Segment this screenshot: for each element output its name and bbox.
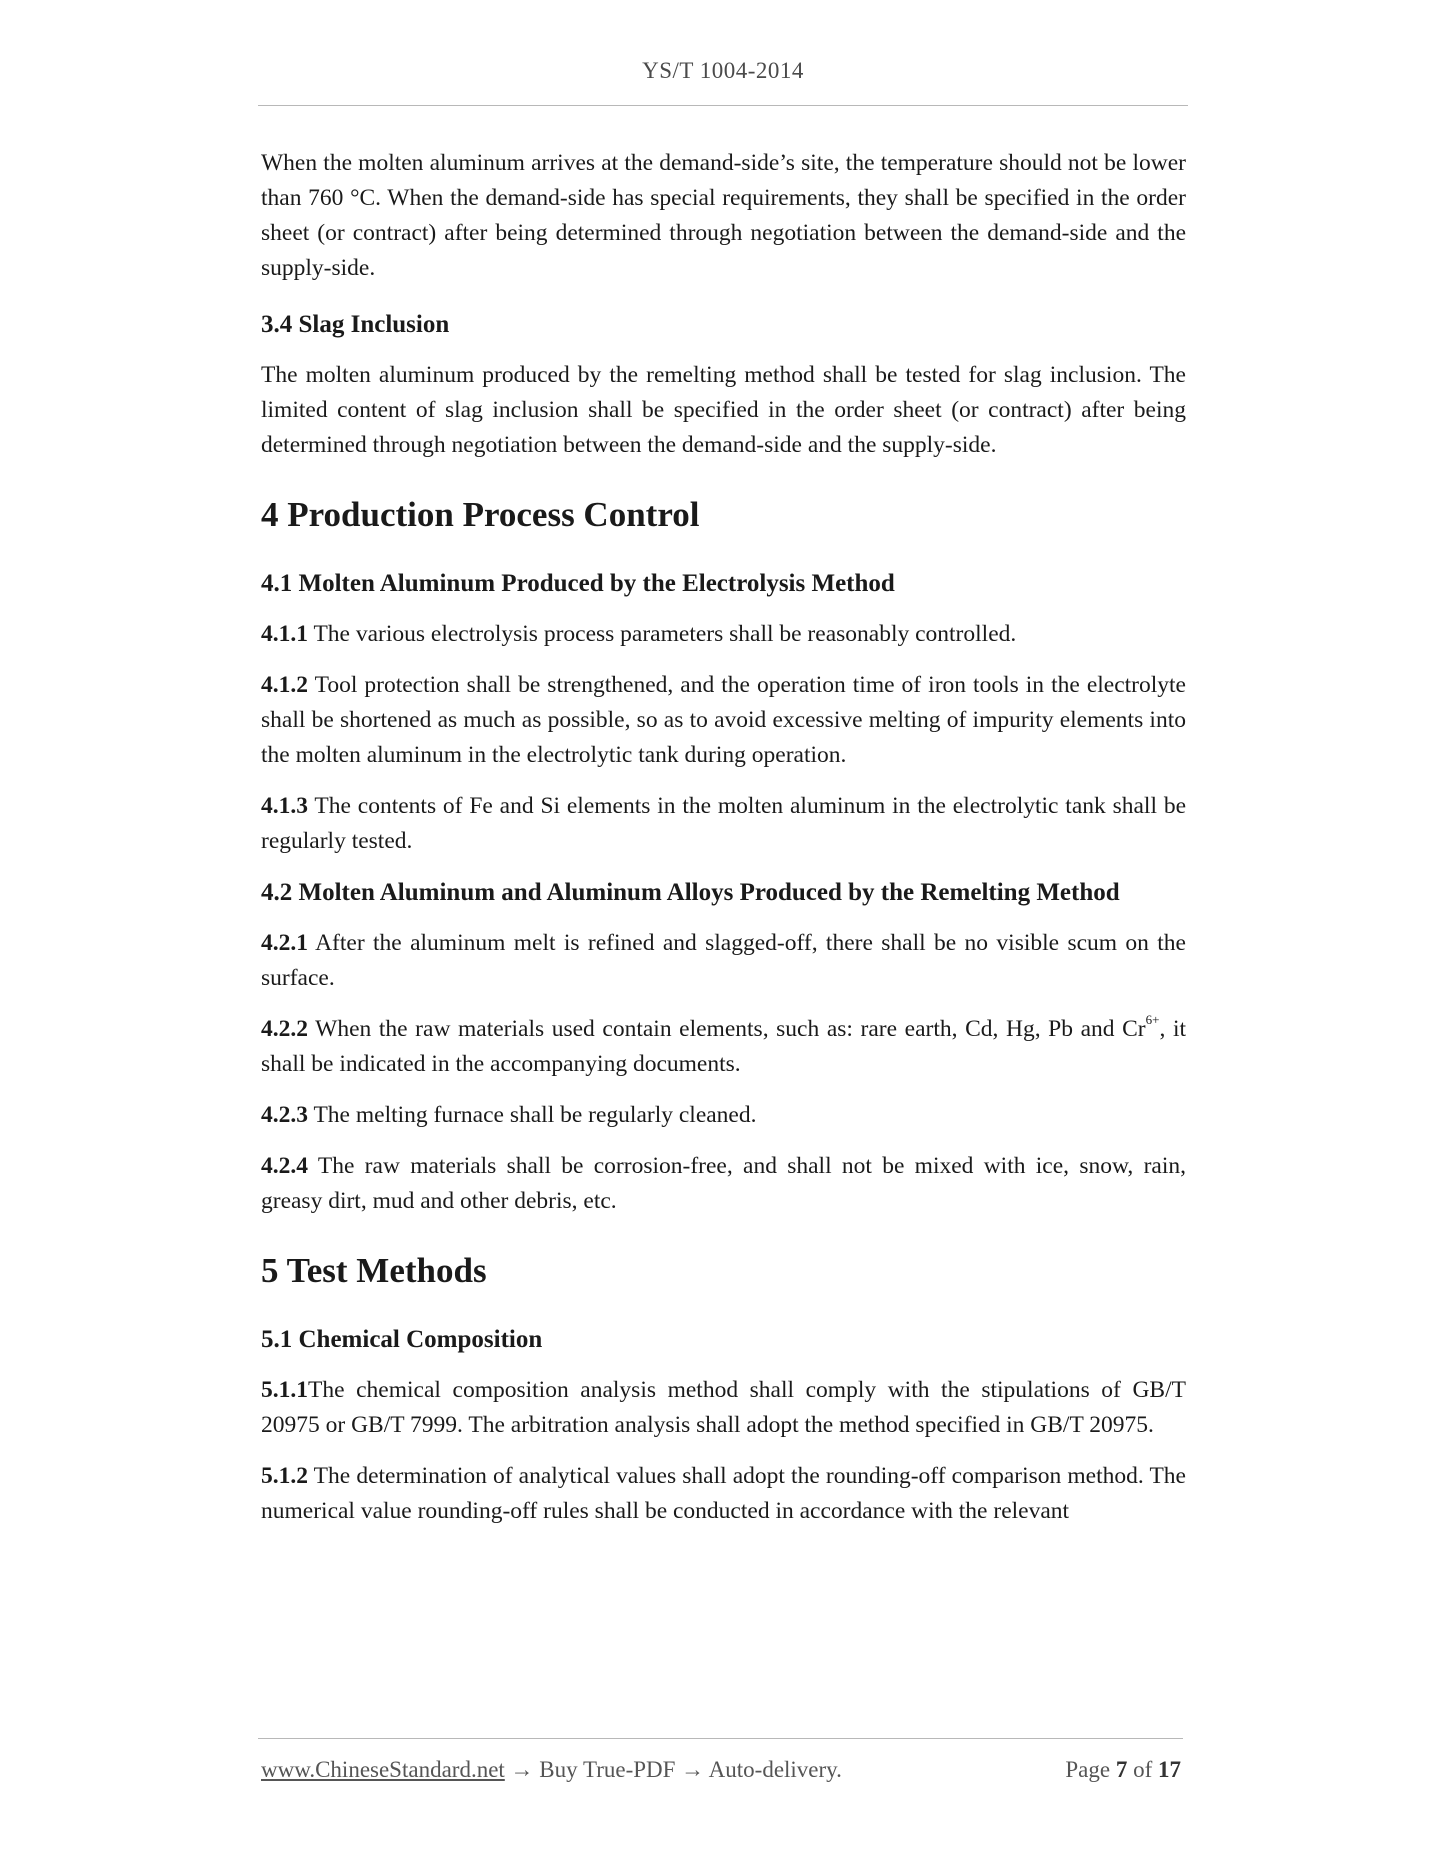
clause-5-1-1 [261, 1373, 1186, 1443]
page-current: 7 [1115, 1757, 1128, 1782]
section-heading-5-1: 5.1 Chemical Composition [261, 1326, 543, 1353]
clause-text: The melting furnace shall be regularly cleaned. [308, 1102, 757, 1128]
clause-number: 4.2.1 [261, 930, 308, 956]
page-of: of [1127, 1757, 1158, 1782]
clause-4-2-2 [261, 1012, 1186, 1082]
clause-text: The various electrolysis process parameters shall be reasonably controlled. [308, 621, 1017, 647]
page-indicator [1065, 1757, 1181, 1783]
clause-4-1-2 [261, 668, 1186, 773]
clause-text: The raw materials shall be corrosion-free, and shall not be mixed with ice, snow, rain, greasy dirt, mud and other debris, etc. [261, 1153, 1186, 1214]
paragraph-3-4: The molten aluminum produced by the remelting method shall be tested for slag inclusion. The limited content of slag inclusion shall be specified in the order sheet (or contract) after being determined through negotiation between the demand-side and the supply-side. [261, 362, 1186, 458]
clause-text: The determination of analytical values shall adopt the rounding-off comparison method. The numerical value rounding-off rules shall be conducted in accordance with the relevant [261, 1463, 1186, 1524]
promo-text: → Buy True-PDF → Auto-delivery. [504, 1757, 842, 1782]
document-id-header: YS/T 1004-2014 [642, 58, 804, 83]
page-content [261, 146, 1186, 1529]
clause-number: 4.2.4 [261, 1153, 308, 1179]
clause-number: 5.1.2 [261, 1463, 308, 1489]
clause-number: 4.2.3 [261, 1102, 308, 1128]
chapter-heading-4: 4 Production Process Control [261, 495, 700, 534]
clause-text: The contents of Fe and Si elements in the molten aluminum in the electrolytic tank shall be regularly tested. [261, 793, 1186, 854]
chapter-heading-5: 5 Test Methods [261, 1251, 487, 1290]
clause-4-2-4 [261, 1149, 1186, 1219]
clause-text: After the aluminum melt is refined and slagged-off, there shall be no visible scum on the surface. [261, 930, 1186, 991]
section-heading-4-2: 4.2 Molten Aluminum and Aluminum Alloys Produced by the Remelting Method [261, 879, 1120, 906]
page-total: 17 [1158, 1757, 1181, 1782]
clause-number: 5.1.1 [261, 1377, 308, 1403]
page-label: Page [1065, 1757, 1116, 1782]
clause-text: Tool protection shall be strengthened, and the operation time of iron tools in the electrolyte shall be shortened as much as possible, so as to avoid excessive melting of impurity elements into the molten aluminum in the electrolytic tank during operation. [261, 672, 1186, 768]
page-footer [261, 1757, 1181, 1783]
intro-paragraph: When the molten aluminum arrives at the demand-side’s site, the temperature should not be lower than 760 °C. When the demand-side has special requirements, they shall be specified in the order sheet (or contract) after being determined through negotiation between the demand-side and the supply-side. [261, 150, 1186, 281]
clause-4-1-3 [261, 789, 1186, 859]
chromium-charge-superscript: 6+ [1145, 1012, 1160, 1028]
clause-number: 4.1.2 [261, 672, 308, 698]
clause-text-continued: , it shall be indicated in the accompanying documents. [261, 1016, 1186, 1077]
clause-4-1-1 [261, 617, 1186, 652]
clause-number: 4.1.1 [261, 621, 308, 647]
section-heading-4-1: 4.1 Molten Aluminum Produced by the Electrolysis Method [261, 570, 895, 597]
clause-text: When the raw materials used contain elements, such as: rare earth, Cd, Hg, Pb and Cr [308, 1016, 1146, 1042]
clause-4-2-3 [261, 1098, 1186, 1133]
clause-5-1-2 [261, 1459, 1186, 1529]
section-heading-3-4: 3.4 Slag Inclusion [261, 311, 450, 338]
clause-4-2-1 [261, 926, 1186, 996]
header-divider [258, 105, 1188, 106]
site-link[interactable]: www.ChineseStandard.net [261, 1757, 505, 1782]
clause-number: 4.1.3 [261, 793, 308, 819]
clause-number: 4.2.2 [261, 1016, 308, 1042]
clause-text: The chemical composition analysis method shall comply with the stipulations of GB/T 20975 or GB/T 7999. The arbitration analysis shall adopt the method specified in GB/T 20975. [261, 1377, 1186, 1438]
footer-divider [258, 1738, 1183, 1739]
